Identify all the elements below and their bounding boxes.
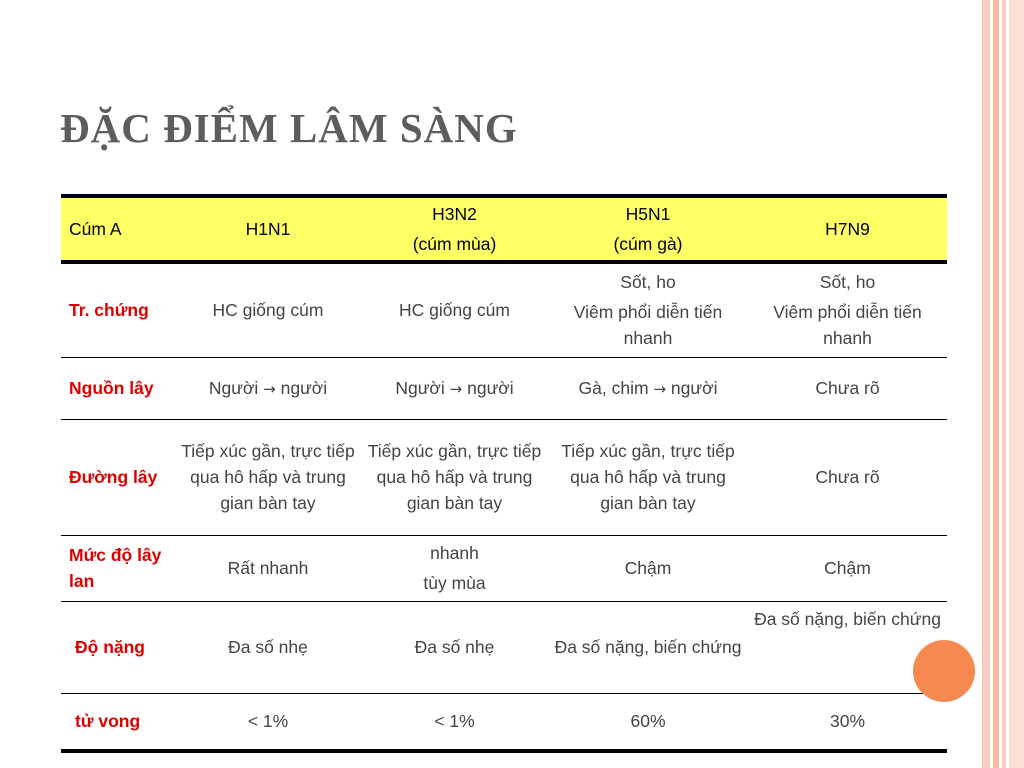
header-h3n2-name: H3N2 — [432, 204, 477, 224]
table-header-row — [61, 196, 947, 262]
header-h1n1: H1N1 — [245, 219, 291, 239]
cell-spread-h3n2-line1: nhanh — [430, 543, 479, 563]
cell-symptoms-h3n2: HC giống cúm — [399, 300, 510, 321]
cell-symptoms-h7n9 — [748, 262, 947, 357]
slide-title: ĐẶC ĐIỂM LÂM SÀNG — [60, 105, 518, 151]
row-label-spread: Mức độ lây lan — [69, 545, 162, 591]
cell-source-h1n1 — [175, 357, 361, 419]
table-row-severity — [61, 601, 947, 693]
row-label-transmission: Đường lây — [69, 467, 158, 487]
cell-spread-h7n9: Chậm — [824, 558, 871, 578]
cell-source-h3n2-from: Người — [395, 377, 445, 398]
right-arrow-icon: → — [263, 379, 276, 398]
right-arrow-icon: → — [449, 379, 463, 398]
cell-transmission-h3n2: Tiếp xúc gần, trực tiếp qua hô hấp và trung gian bàn tay — [367, 441, 542, 513]
cell-spread-h5n1: Chậm — [624, 558, 672, 578]
stripe — [982, 0, 990, 768]
header-h5n1 — [548, 196, 748, 262]
cell-spread-h3n2 — [361, 535, 548, 601]
header-h5n1-sub: (cúm gà) — [613, 234, 683, 254]
stripe — [1002, 0, 1006, 768]
comparison-table-container — [61, 194, 947, 753]
cell-symptoms-h5n1 — [548, 262, 748, 357]
row-label-symptoms: Tr. chứng — [69, 300, 149, 321]
cell-source-h7n9: Chưa rõ — [815, 378, 880, 398]
cell-severity-h5n1: Đa số nặng, biến chứng — [554, 637, 742, 657]
table-row-spread — [61, 535, 947, 601]
cell-spread-h1n1: Rất nhanh — [227, 558, 309, 578]
stripe — [1009, 0, 1024, 768]
right-arrow-icon: → — [653, 379, 667, 398]
cell-mortality-h3n2: < 1% — [434, 711, 475, 732]
table-row-transmission — [61, 419, 947, 535]
cell-source-h3n2-to: người — [467, 377, 514, 398]
header-h7n9: H7N9 — [825, 219, 870, 239]
cell-source-h3n2 — [361, 357, 548, 419]
table-row-symptoms — [61, 262, 947, 357]
header-h3n2-sub: (cúm mùa) — [412, 234, 497, 254]
stripe — [993, 0, 999, 768]
row-label-severity: Độ nặng — [75, 637, 145, 657]
cell-symptoms-h1n1: HC giống cúm — [212, 300, 324, 321]
cell-symptoms-h5n1-line2: Viêm phổi diễn tiến nhanh — [573, 302, 723, 349]
cell-spread-h3n2-line2: tùy mùa — [423, 573, 486, 593]
cell-mortality-h5n1: 60% — [630, 711, 666, 732]
cell-severity-h1n1: Đa số nhẹ — [228, 637, 308, 657]
cell-severity-h7n9: Đa số nặng, biến chứng — [754, 608, 941, 629]
cell-symptoms-h5n1-line1: Sốt, ho — [620, 272, 676, 293]
header-h5n1-name: H5N1 — [625, 204, 671, 224]
table-row-source — [61, 357, 947, 419]
header-h3n2 — [361, 196, 548, 262]
cell-source-h1n1-from: Người — [208, 377, 259, 398]
cell-transmission-h7n9: Chưa rõ — [815, 467, 880, 487]
cell-mortality-h7n9: 30% — [829, 711, 866, 732]
cell-mortality-h1n1: < 1% — [247, 711, 289, 732]
table-row-mortality — [61, 693, 947, 751]
cell-severity-h3n2: Đa số nhẹ — [414, 637, 495, 657]
comparison-table — [61, 194, 947, 753]
cell-symptoms-h7n9-line2: Viêm phổi diễn tiến nhanh — [773, 302, 922, 349]
cell-source-h5n1-to: người — [670, 377, 718, 398]
header-corner: Cúm A — [69, 219, 122, 239]
decorative-circle — [913, 640, 975, 702]
cell-symptoms-h7n9-line1: Sốt, ho — [819, 272, 876, 293]
decorative-stripes — [982, 0, 1024, 768]
cell-source-h5n1 — [548, 357, 748, 419]
row-label-mortality: tử vong — [75, 711, 141, 732]
cell-transmission-h1n1: Tiếp xúc gần, trực tiếp qua hô hấp và trung gian bàn tay — [181, 441, 355, 513]
cell-source-h5n1-from: Gà, chim — [578, 377, 649, 398]
row-label-source: Nguồn lây — [69, 378, 154, 398]
cell-source-h1n1-to: người — [280, 377, 328, 398]
cell-transmission-h5n1: Tiếp xúc gần, trực tiếp qua hô hấp và trung gian bàn tay — [561, 441, 735, 513]
